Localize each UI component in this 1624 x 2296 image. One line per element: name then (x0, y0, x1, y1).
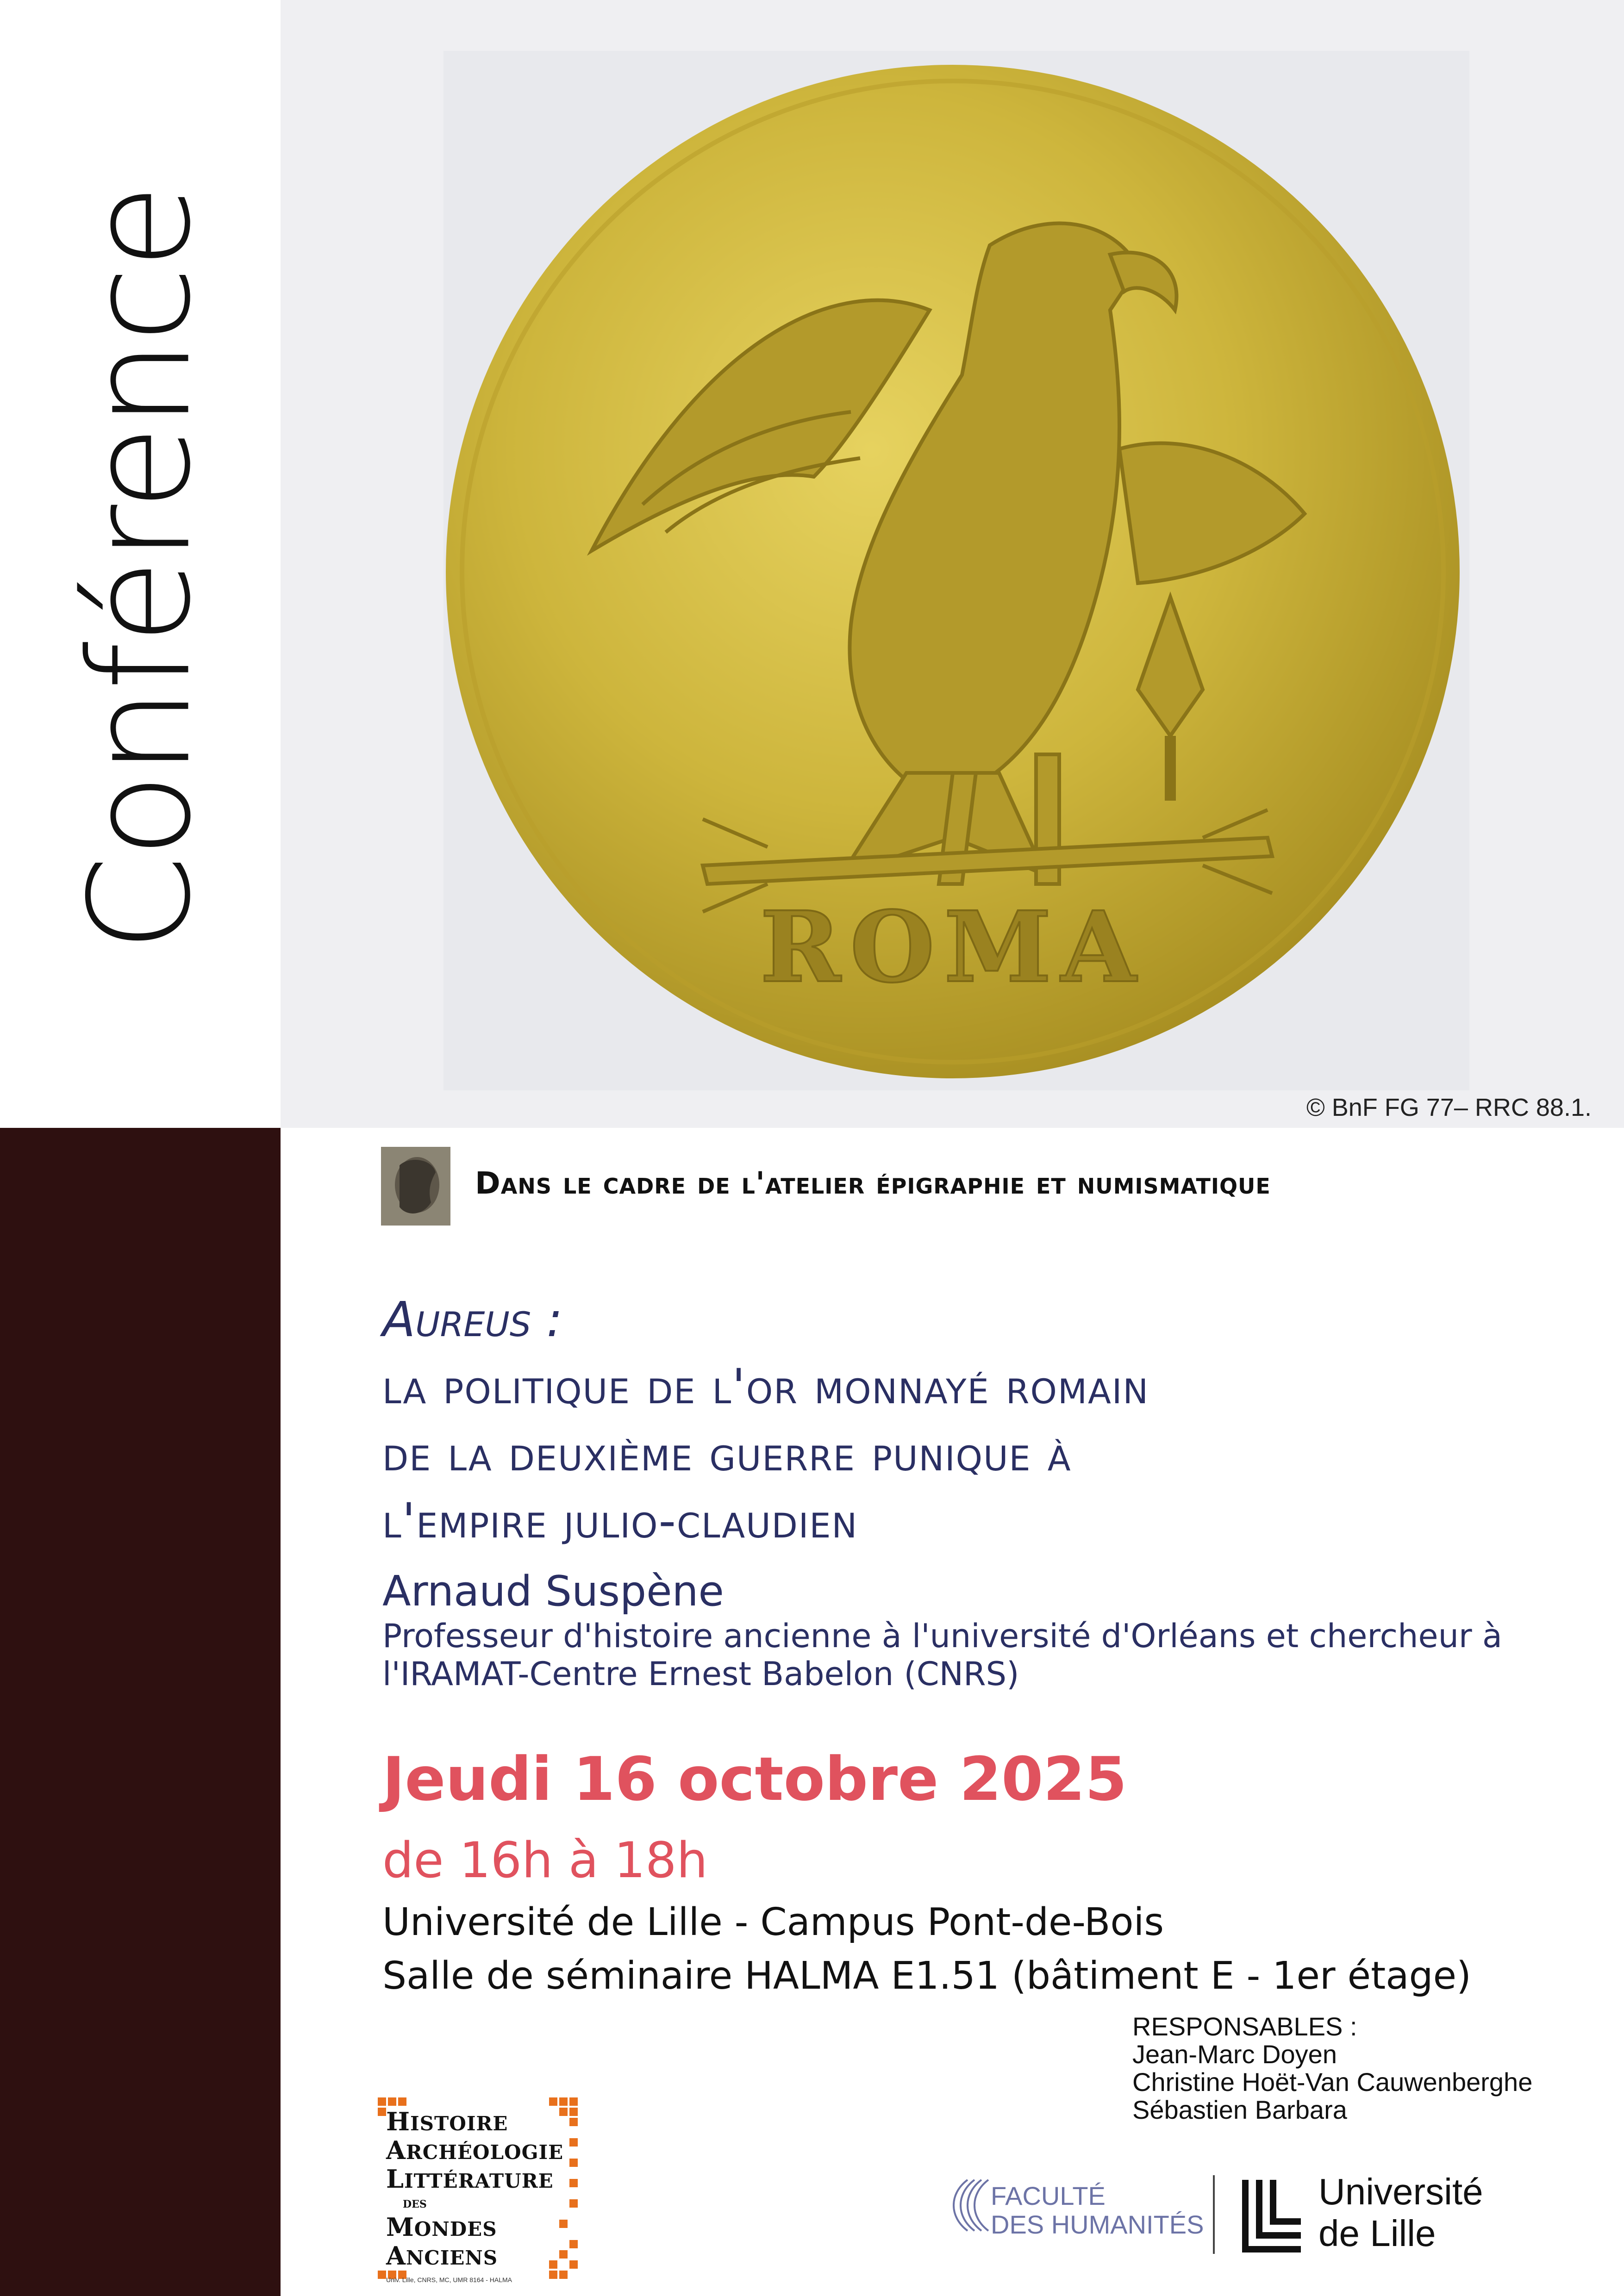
atelier-context: Dans le cadre de l'atelier épigraphie et numismatique (475, 1165, 1271, 1201)
responsable-name: Christine Hoët-Van Cauwenberghe (1132, 2067, 1533, 2097)
halma-line: ARCHÉOLOGIE (386, 2135, 564, 2165)
faculte-line2: DES HUMANITÉS (991, 2210, 1204, 2239)
event-date: Jeudi 16 octobre 2025 (382, 1744, 1127, 1814)
halma-line: ANCIENS (386, 2241, 498, 2271)
talk-title-line2: la politique de l'or monnayé romain (382, 1358, 1149, 1415)
left-decorative-bar (0, 1128, 281, 2296)
universite-line2: de Lille (1318, 2213, 1436, 2254)
responsable-name: Sébastien Barbara (1132, 2095, 1347, 2124)
gold-coin-image (443, 51, 1469, 1090)
coin-inscription: ROMA (760, 890, 1146, 1004)
universite-lille-logo-mark (1241, 2175, 1305, 2254)
responsables-heading: RESPONSABLES : (1132, 2012, 1357, 2041)
halma-line: DES (403, 2198, 427, 2210)
talk-title-line4: l'empire julio-claudien (382, 1493, 858, 1549)
speaker-name: Arnaud Suspène (382, 1567, 724, 1616)
speaker-role-line2: l'IRAMAT-Centre Ernest Babelon (CNRS) (382, 1655, 1019, 1693)
halma-footer: Univ. Lille, CNRS, MC, UMR 8164 - HALMA (386, 2276, 512, 2284)
logo-divider (1213, 2175, 1215, 2254)
universite-line1: Université (1318, 2171, 1483, 2212)
vertical-title: Conférence (59, 186, 221, 952)
event-place-line1: Université de Lille - Campus Pont-de-Bois (382, 1900, 1164, 1944)
speaker-role-line1: Professeur d'histoire ancienne à l'université d'Orléans et chercheur à (382, 1617, 1502, 1655)
halma-line: HISTOIRE (386, 2107, 508, 2136)
talk-title-line3: de la deuxième guerre punique à (382, 1425, 1072, 1482)
halma-line: MONDES (386, 2212, 497, 2242)
halma-line: LITTÉRATURE (386, 2164, 554, 2194)
image-credit: © BnF FG 77– RRC 88.1. (1306, 1094, 1592, 1121)
event-place-line2: Salle de séminaire HALMA E1.51 (bâtiment E - 1er étage) (382, 1954, 1472, 1998)
responsable-name: Jean-Marc Doyen (1132, 2040, 1337, 2069)
talk-title-main: Aureus : (382, 1291, 563, 1348)
faculte-line1: FACULTÉ (991, 2181, 1106, 2210)
portrait-coin-icon (381, 1147, 450, 1226)
event-time: de 16h à 18h (382, 1832, 708, 1889)
